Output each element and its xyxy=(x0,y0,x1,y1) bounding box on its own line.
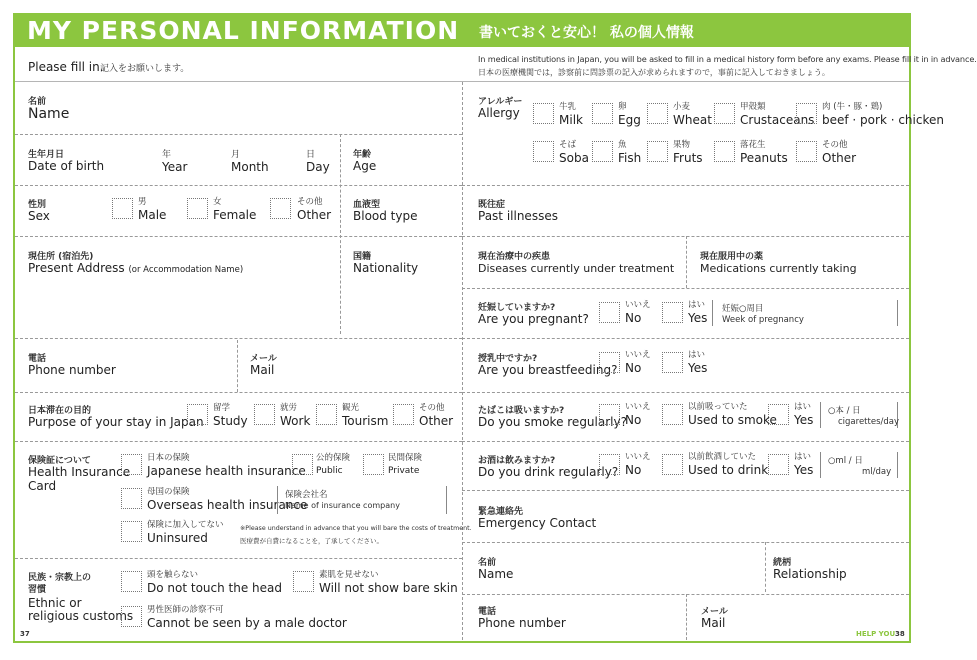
page-number-right: 38 xyxy=(895,630,905,638)
sex-other-checkbox[interactable] xyxy=(270,198,291,219)
drink-label: Do you drink regularly? xyxy=(478,465,619,479)
customs-skin-checkbox[interactable] xyxy=(293,571,314,592)
drink-yes-checkbox[interactable] xyxy=(768,454,789,475)
allergy-wheat-option: 小麦 Wheat xyxy=(673,102,712,127)
address-label-jp: 現住所 (宿泊先) xyxy=(28,252,94,262)
divider xyxy=(462,441,909,442)
insurance-label-1: Health Insurance xyxy=(28,465,131,479)
customs-head-checkbox[interactable] xyxy=(121,571,142,592)
purpose-label: Purpose of your stay in Japan xyxy=(28,415,204,429)
drink-qty-label: ○ml / 日 xyxy=(828,456,863,466)
insurance-japanese-checkbox[interactable] xyxy=(121,454,142,475)
allergy-fish-checkbox[interactable] xyxy=(592,141,613,162)
smoke-used-option: 以前吸っていた Used to smoke xyxy=(688,402,777,427)
fill-in-label-jp: 記入をお願いします。 xyxy=(100,64,190,74)
mail-label-jp: メール xyxy=(250,354,277,364)
smoke-qty-label: ○本 / 日 xyxy=(828,406,861,416)
disease-meds-divider xyxy=(686,236,687,288)
sex-label-jp: 性別 xyxy=(28,200,47,210)
breastfeeding-yes-option: はい Yes xyxy=(688,350,708,375)
sex-other-option: その他 Other xyxy=(297,197,332,222)
drink-unit-label: ml/day xyxy=(862,467,892,477)
insurance-public-checkbox[interactable] xyxy=(292,454,313,475)
blood-label-jp: 血液型 xyxy=(353,200,381,210)
dob-year: Year xyxy=(162,160,188,174)
dob-day: Day xyxy=(306,160,330,174)
mail-label: Mail xyxy=(250,363,275,377)
pregnant-label: Are you pregnant? xyxy=(478,312,589,326)
sex-label: Sex xyxy=(28,209,50,223)
insurance-overseas-checkbox[interactable] xyxy=(121,488,142,509)
purpose-label-jp: 日本滞在の目的 xyxy=(28,406,92,416)
insurance-japanese-option: 日本の保険 Japanese health insurance xyxy=(147,453,306,478)
page-title-jp: 書いておくと安心！ 私の個人情報 xyxy=(479,25,694,41)
purpose-study-checkbox[interactable] xyxy=(187,404,208,425)
allergy-other-option: その他 Other xyxy=(822,140,857,165)
purpose-other-option: その他 Other xyxy=(419,403,454,428)
allergy-milk-checkbox[interactable] xyxy=(533,103,554,124)
insurance-private-checkbox[interactable] xyxy=(363,454,384,475)
name-rel-divider xyxy=(765,542,766,592)
divider xyxy=(15,558,462,559)
smoke-yes-option: はい Yes xyxy=(794,402,814,427)
smoke-unit-label: cigarettes/day xyxy=(838,417,899,427)
divider xyxy=(15,338,462,339)
fill-in-label: Please fill in. xyxy=(28,60,104,74)
pregnant-no-option: いいえ No xyxy=(625,300,651,325)
current-disease-label-jp: 現在治療中の疾患 xyxy=(478,252,551,262)
drink-no-checkbox[interactable] xyxy=(599,454,620,475)
pregnant-label-jp: 妊娠していますか? xyxy=(478,303,556,313)
sex-male-checkbox[interactable] xyxy=(112,198,133,219)
sex-female-option: 女 Female xyxy=(213,197,257,222)
smoke-yes-checkbox[interactable] xyxy=(768,404,789,425)
drink-label-jp: お酒は飲みますか? xyxy=(478,456,556,466)
allergy-meat-checkbox[interactable] xyxy=(796,103,817,124)
ec-phone-label: Phone number xyxy=(478,616,566,630)
dob-year-jp: 年 xyxy=(162,150,172,160)
emergency-label: Emergency Contact xyxy=(478,516,597,530)
left-col-divider xyxy=(340,134,341,334)
allergy-peanuts-option: 落花生 Peanuts xyxy=(740,140,788,165)
insurance-overseas-option: 母国の保険 Overseas health insurance xyxy=(147,487,308,512)
insurance-note: ※Please understand in advance that you will bare the costs of treatment. xyxy=(240,525,472,532)
help-you-label: HELP YOU xyxy=(856,630,896,638)
current-meds-label: Medications currently taking xyxy=(700,262,857,275)
pregnant-yes-checkbox[interactable] xyxy=(662,302,683,323)
intro-note: In medical institutions in Japan, you will be asked to fill in a medical history form before any exams. Please fill it in in advance. xyxy=(478,54,977,64)
allergy-crustaceans-checkbox[interactable] xyxy=(714,103,735,124)
smoke-no-checkbox[interactable] xyxy=(599,404,620,425)
allergy-egg-checkbox[interactable] xyxy=(592,103,613,124)
ec-relationship-label: Relationship xyxy=(773,567,847,581)
phone-label: Phone number xyxy=(28,363,116,377)
purpose-study-option: 留学 Study xyxy=(213,403,248,428)
insurance-note-jp: 医療費が自費になることを，了承してください。 xyxy=(240,537,383,545)
purpose-work-checkbox[interactable] xyxy=(254,404,275,425)
breastfeeding-no-checkbox[interactable] xyxy=(599,352,620,373)
page-header xyxy=(13,13,911,47)
ec-relationship-label-jp: 続柄 xyxy=(773,558,792,568)
smoke-label-jp: たばこは吸いますか? xyxy=(478,406,565,416)
divider xyxy=(462,236,909,237)
dob-month-jp: 月 xyxy=(231,150,241,160)
allergy-fruits-option: 果物 Fruts xyxy=(673,140,703,165)
page-title: MY PERSONAL INFORMATION xyxy=(27,16,460,45)
insurance-private-option: 民間保険 Private xyxy=(388,453,423,476)
divider xyxy=(15,185,462,186)
ec-phone-mail-divider xyxy=(686,594,687,640)
customs-skin-option: 素肌を見せない Will not show bare skin xyxy=(319,570,458,595)
allergy-crustaceans-option: 甲殻類 Crustaceans xyxy=(740,102,815,127)
insurance-company-label-jp: 保険会社名 xyxy=(285,490,328,500)
insurance-public-option: 公的保険 Public xyxy=(316,453,351,476)
current-disease-label: Diseases currently under treatment xyxy=(478,262,675,275)
divider xyxy=(15,392,462,393)
divider xyxy=(462,338,909,339)
allergy-soba-checkbox[interactable] xyxy=(533,141,554,162)
customs-label-2: religious customs xyxy=(28,609,134,623)
insurance-uninsured-checkbox[interactable] xyxy=(121,521,142,542)
sex-female-checkbox[interactable] xyxy=(187,198,208,219)
nationality-label: Nationality xyxy=(353,261,419,275)
emergency-label-jp: 緊急連絡先 xyxy=(478,507,524,517)
ec-name-label: Name xyxy=(478,567,514,581)
insurance-label-jp: 保険証について xyxy=(28,456,91,466)
purpose-tourism-option: 観光 Tourism xyxy=(342,403,389,428)
allergy-label: Allergy xyxy=(478,106,520,120)
customs-label-1: Ethnic or xyxy=(28,596,82,610)
allergy-egg-option: 卵 Egg xyxy=(618,102,641,127)
page-number-left: 37 xyxy=(20,630,30,638)
sex-male-option: 男 Male xyxy=(138,197,167,222)
age-label: Age xyxy=(353,159,377,173)
allergy-peanuts-checkbox[interactable] xyxy=(714,141,735,162)
purpose-tourism-checkbox[interactable] xyxy=(316,404,337,425)
allergy-meat-option: 肉 (牛・豚・鶏) beef · pork · chicken xyxy=(822,102,944,127)
breastfeeding-yes-checkbox[interactable] xyxy=(662,352,683,373)
nationality-label-jp: 国籍 xyxy=(353,252,372,262)
purpose-work-option: 就労 Work xyxy=(280,403,311,428)
customs-male-doctor-checkbox[interactable] xyxy=(121,606,142,627)
drink-used-checkbox[interactable] xyxy=(662,454,683,475)
pregnant-no-checkbox[interactable] xyxy=(599,302,620,323)
divider xyxy=(462,392,909,393)
divider xyxy=(15,441,462,442)
phone-mail-divider xyxy=(237,340,238,392)
pregnant-yes-option: はい Yes xyxy=(688,300,708,325)
allergy-other-checkbox[interactable] xyxy=(796,141,817,162)
customs-male-doctor-option: 男性医師の診察不可 Cannot be seen by a male doctor xyxy=(147,605,347,630)
intro-note-jp: 日本の医療機関では，診察前に問診票の記入が求められますので，事前に記入しておきましょう。 xyxy=(478,68,830,77)
drink-used-option: 以前飲酒していた Used to drink xyxy=(688,452,769,477)
pregnancy-week-label-jp: 妊娠○周目 xyxy=(722,304,764,314)
purpose-other-checkbox[interactable] xyxy=(393,404,414,425)
ec-mail-label-jp: メール xyxy=(701,607,728,617)
insurance-label-2: Card xyxy=(28,479,57,493)
divider xyxy=(462,185,909,186)
customs-label-jp-1: 民族・宗教上の xyxy=(28,573,92,583)
drink-no-option: いいえ No xyxy=(625,452,651,477)
smoke-used-checkbox[interactable] xyxy=(662,404,683,425)
center-divider xyxy=(462,82,463,640)
ec-name-label-jp: 名前 xyxy=(478,558,497,568)
current-meds-label-jp: 現在服用中の薬 xyxy=(700,252,764,262)
past-illness-label-jp: 既往症 xyxy=(478,200,506,210)
ec-mail-label: Mail xyxy=(701,616,726,630)
breastfeeding-label: Are you breastfeeding? xyxy=(478,363,618,377)
allergy-milk-option: 牛乳 Milk xyxy=(559,102,583,127)
name-label-jp: 名前 xyxy=(28,97,47,107)
breastfeeding-label-jp: 授乳中ですか? xyxy=(478,354,538,364)
divider xyxy=(15,236,462,237)
divider xyxy=(462,288,909,289)
dob-day-jp: 日 xyxy=(306,150,316,160)
divider xyxy=(462,594,909,595)
allergy-wheat-checkbox[interactable] xyxy=(647,103,668,124)
ec-phone-label-jp: 電話 xyxy=(478,607,497,617)
insurance-company-label: Name of insurance company xyxy=(285,501,400,510)
allergy-soba-option: そば Soba xyxy=(559,140,589,165)
dob-label: Date of birth xyxy=(28,159,105,173)
dob-label-jp: 生年月日 xyxy=(28,150,65,160)
allergy-fruits-checkbox[interactable] xyxy=(647,141,668,162)
smoke-label: Do you smoke regularly? xyxy=(478,415,627,429)
age-label-jp: 年齢 xyxy=(353,150,372,160)
smoke-no-option: いいえ No xyxy=(625,402,651,427)
blood-label: Blood type xyxy=(353,209,418,223)
past-illness-label: Past illnesses xyxy=(478,209,558,223)
name-label: Name xyxy=(28,106,70,122)
customs-head-option: 頭を触らない Do not touch the head xyxy=(147,570,282,595)
allergy-fish-option: 魚 Fish xyxy=(618,140,642,165)
divider xyxy=(462,490,909,491)
allergy-label-jp: アレルギー xyxy=(478,97,523,107)
customs-label-jp-2: 習慣 xyxy=(28,585,47,595)
dob-month: Month xyxy=(231,160,269,174)
insurance-uninsured-option: 保険に加入してない Uninsured xyxy=(147,520,224,545)
breastfeeding-no-option: いいえ No xyxy=(625,350,651,375)
pregnancy-week-label: Week of pregnancy xyxy=(722,315,804,325)
phone-label-jp: 電話 xyxy=(28,354,47,364)
address-label: Present Address (or Accommodation Name) xyxy=(28,261,244,275)
drink-yes-option: はい Yes xyxy=(794,452,814,477)
divider xyxy=(15,134,462,135)
divider xyxy=(462,542,909,543)
